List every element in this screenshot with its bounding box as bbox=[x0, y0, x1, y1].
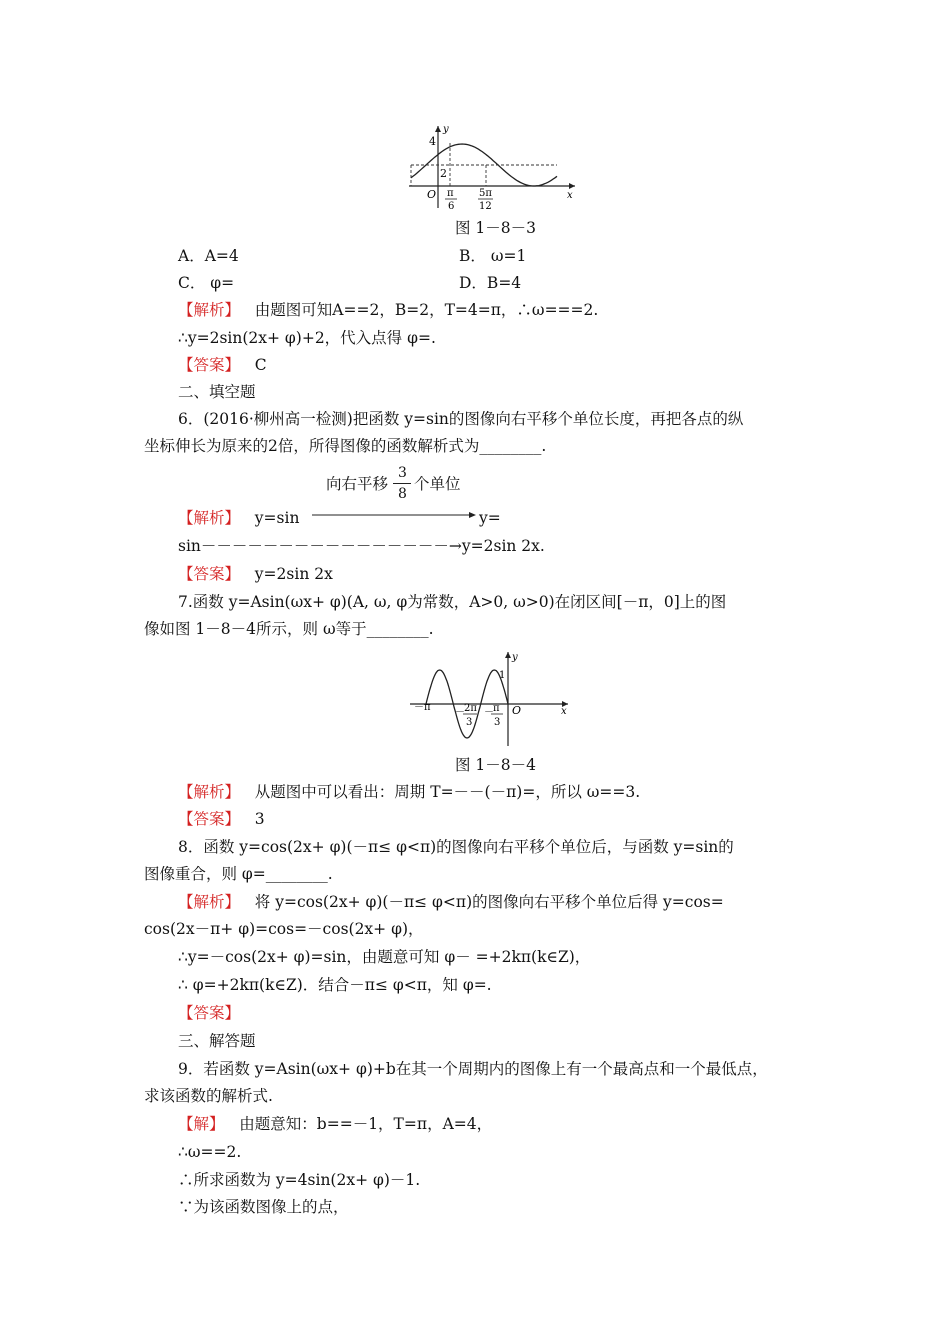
q5-option-b: B． ω=1 bbox=[459, 247, 527, 265]
q8-analysis-text: 将 y=cos(2x+ φ)(－π≤ φ<π)的图像向右平移个单位后得 y=cos= bbox=[254, 893, 724, 911]
fig1-tick-5pi12-num: 5π bbox=[479, 188, 492, 199]
q7-analysis-tag: 【解析】 bbox=[178, 783, 241, 801]
q7-answer-tag: 【答案】 bbox=[178, 810, 241, 828]
q6-frac-den: 8 bbox=[398, 486, 407, 502]
q8-line3: cos(2x－π+ φ)=cos=－cos(2x+ φ)， bbox=[144, 920, 424, 938]
fig1-y-label: y bbox=[443, 124, 449, 135]
q5-option-d: D．B=4 bbox=[459, 274, 522, 292]
q5-analysis bbox=[178, 300, 598, 320]
q9-line4: ∴所求函数为 y=4sin(2x+ φ)－1. bbox=[178, 1171, 421, 1189]
fig1-tick-pi6-num: π bbox=[447, 188, 454, 199]
q6-analysis-tag: 【解析】 bbox=[178, 509, 241, 527]
q5-analysis-line2: ∴y=2sin(2x+ φ)+2，代入点得 φ=. bbox=[178, 329, 436, 347]
section-solution: 三、解答题 bbox=[178, 1032, 256, 1050]
q9-line5: ∵为该函数图像上的点， bbox=[178, 1198, 349, 1216]
q8-answer bbox=[178, 1003, 240, 1023]
fig1-origin: O bbox=[427, 188, 437, 201]
fig2-tick-2pi3-den: 3 bbox=[466, 717, 473, 728]
q7-analysis-text: 从题图中可以看出：周期 T=－－(－π)=，所以 ω==3. bbox=[254, 783, 641, 801]
fig1-tick-4: 4 bbox=[429, 135, 436, 148]
fig1-tick-2: 2 bbox=[440, 167, 447, 180]
q5-option-c: C． φ= bbox=[178, 274, 235, 292]
q7-line1: 7.函数 y=Asin(ωx+ φ)(A, ω, φ为常数，A>0, ω>0)在闭区间[－π，0]上的图 bbox=[178, 593, 727, 611]
figure-1-8-4 bbox=[408, 648, 570, 748]
section-fill-in: 二、填空题 bbox=[178, 383, 256, 401]
fig2-origin: O bbox=[512, 704, 522, 717]
q5-answer-text: C bbox=[254, 356, 267, 374]
q6-analysis-left: y=sin bbox=[254, 509, 300, 527]
q6-analysis-line3: sin－－－－－－－－－－－－－－－－→y=2sin 2x. bbox=[178, 537, 545, 555]
q7-answer-text: 3 bbox=[254, 810, 265, 828]
q6-arrow bbox=[312, 509, 478, 521]
q6-analysis-right: y= bbox=[479, 509, 501, 527]
q5-answer bbox=[178, 355, 267, 375]
q9-line1: 9．若函数 y=Asin(ωx+ φ)+b在其一个周期内的图像上有一个最高点和一个最低点， bbox=[178, 1060, 768, 1078]
q8-line4: ∴y=－cos(2x+ φ)=sin，由题意可知 φ－ =+2kπ(k∈Z)， bbox=[178, 948, 591, 966]
q7-analysis bbox=[178, 782, 640, 802]
q7-answer bbox=[178, 809, 265, 829]
q9-line2: 求该函数的解析式. bbox=[144, 1087, 273, 1105]
q9-solution-tag: 【解】 bbox=[178, 1115, 225, 1133]
fig2-tick-pi3-den: 3 bbox=[494, 717, 501, 728]
q6-shift-label bbox=[326, 474, 388, 494]
figure-1-8-3 bbox=[405, 122, 581, 212]
q6-shift-text: 向右平移 bbox=[326, 475, 389, 493]
fig1-tick-pi6-den: 6 bbox=[448, 201, 455, 212]
q6-answer-tag: 【答案】 bbox=[178, 565, 241, 583]
q5-answer-tag: 【答案】 bbox=[178, 356, 241, 374]
q5-option-a: A．A=4 bbox=[178, 247, 239, 265]
q8-answer-tag: 【答案】 bbox=[178, 1004, 241, 1022]
fig2-tick-pi3-num: π bbox=[493, 703, 500, 714]
fig2-tick-neg-pi: －π bbox=[414, 702, 431, 713]
fig2-x-label: x bbox=[561, 706, 567, 717]
q9-solution-text: 由题意知：b==－1，T=π，A=4， bbox=[239, 1115, 493, 1133]
fig1-x-label: x bbox=[567, 190, 573, 201]
q9-line3: ∴ω==2. bbox=[178, 1143, 242, 1161]
q8-analysis bbox=[178, 892, 724, 912]
q6-frac-num: 3 bbox=[398, 465, 407, 481]
q9-solution bbox=[178, 1114, 492, 1134]
fig1-tick-5pi12-den: 12 bbox=[479, 201, 492, 212]
q6-unit-text: 个单位 bbox=[414, 475, 461, 493]
q6-answer bbox=[178, 564, 333, 584]
q5-analysis-tag: 【解析】 bbox=[178, 301, 241, 319]
fig2-tick-pi3-sign: － bbox=[484, 707, 494, 718]
q6-line1: 6．(2016·柳州高一检测)把函数 y=sin的图像向右平移个单位长度，再把各点的纵 bbox=[178, 410, 744, 428]
q5-analysis-text: 由题图可知A==2，B=2，T=4=π，∴ω===2. bbox=[254, 301, 599, 319]
q6-line2: 坐标伸长为原来的2倍，所得图像的函数解析式为________. bbox=[144, 437, 547, 455]
q7-line2: 像如图 1－8－4所示，则 ω等于________. bbox=[144, 620, 434, 638]
fig2-tick-2pi3-sign: － bbox=[455, 707, 465, 718]
fig2-tick-2pi3-num: 2π bbox=[464, 703, 477, 714]
q8-analysis-tag: 【解析】 bbox=[178, 893, 241, 911]
q8-line1: 8．函数 y=cos(2x+ φ)(－π≤ φ<π)的图像向右平移个单位后，与函数 y=sin的 bbox=[178, 838, 734, 856]
q8-line5: ∴ φ=+2kπ(k∈Z)．结合－π≤ φ<π，知 φ=. bbox=[178, 976, 492, 994]
figure-1-8-3-caption: 图 1－8－3 bbox=[455, 219, 537, 237]
fig2-y-label: y bbox=[512, 652, 518, 663]
fig2-tick-1: 1 bbox=[499, 670, 506, 681]
q6-analysis bbox=[178, 508, 299, 528]
figure-1-8-4-caption: 图 1－8－4 bbox=[455, 756, 537, 774]
q6-answer-text: y=2sin 2x bbox=[254, 565, 333, 583]
q8-line2: 图像重合，则 φ=________. bbox=[144, 865, 333, 883]
